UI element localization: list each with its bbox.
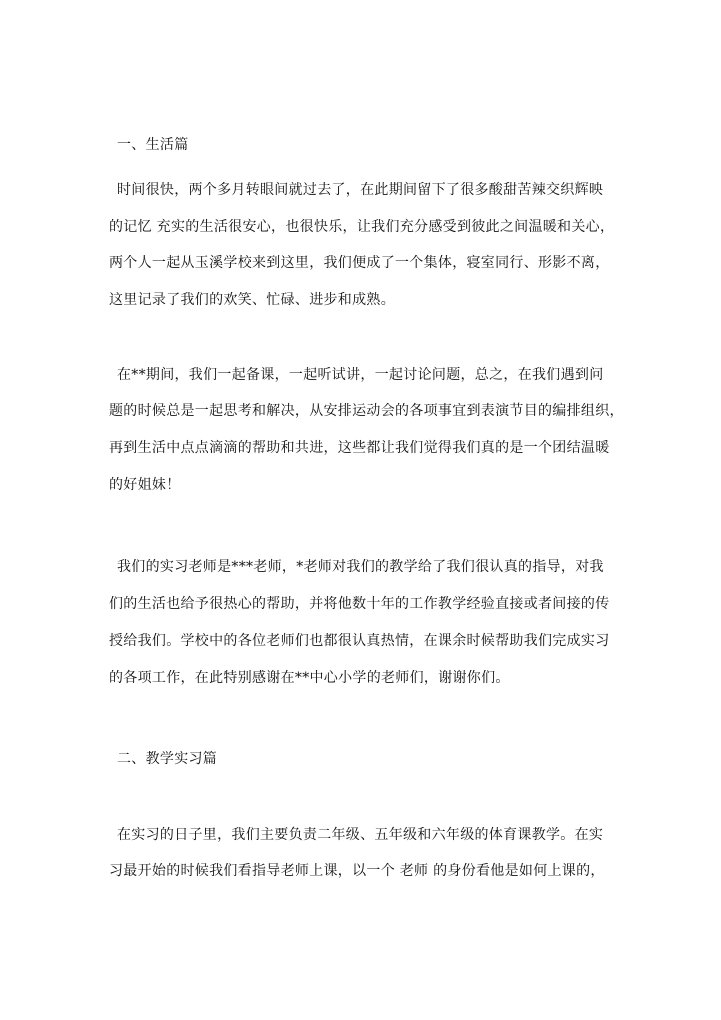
paragraph-line: 时间很快，两个多月转眼间就过去了，在此期间留下了很多酸甜苦辣交织辉映 (117, 182, 604, 198)
section-heading: 二、教学实习篇 (117, 751, 218, 767)
paragraph-line: 我们的实习老师是***老师，*老师对我们的教学给了我们很认真的指导，对我 (117, 559, 604, 575)
section-heading: 一、生活篇 (117, 137, 189, 153)
paragraph-line: 题的时候总是一起思考和解决，从安排运动会的各项事宜到表演节目的编排组织， (109, 403, 624, 419)
paragraph-line: 授给我们。学校中的各位老师们也都很认真热情，在课余时候帮助我们完成实习 (109, 633, 610, 649)
paragraph-line: 这里记录了我们的欢笑、忙碌、进步和成熟。 (109, 292, 395, 308)
paragraph-line: 们的生活也给予很热心的帮助，并将他数十年的工作教学经验直接或者间接的传 (109, 596, 610, 612)
paragraph-line: 两个人一起从玉溪学校来到这里，我们便成了一个集体，寝室同行、形影不离， (109, 255, 610, 271)
paragraph-line: 的各项工作，在此特别感谢在**中心小学的老师们，谢谢你们。 (109, 670, 510, 686)
paragraph-line: 在**期间，我们一起备课，一起听试讲，一起讨论问题，总之，在我们遇到问 (117, 367, 604, 383)
paragraph-line: 在实习的日子里，我们主要负责二年级、五年级和六年级的体育课教学。在实 (117, 827, 604, 843)
paragraph-line: 的记忆 充实的生活很安心，也很快乐，让我们充分感受到彼此之间温暖和关心， (109, 219, 615, 235)
paragraph-line: 再到生活中点点滴滴的帮助和共进，这些都让我们觉得我们真的是一个团结温暖 (109, 440, 610, 456)
paragraph-line: 习最开始的时候我们看指导老师上课，以一个 老师 的身份看他是如何上课的， (109, 863, 605, 879)
paragraph-line: 的好姐妹！ (109, 477, 181, 493)
